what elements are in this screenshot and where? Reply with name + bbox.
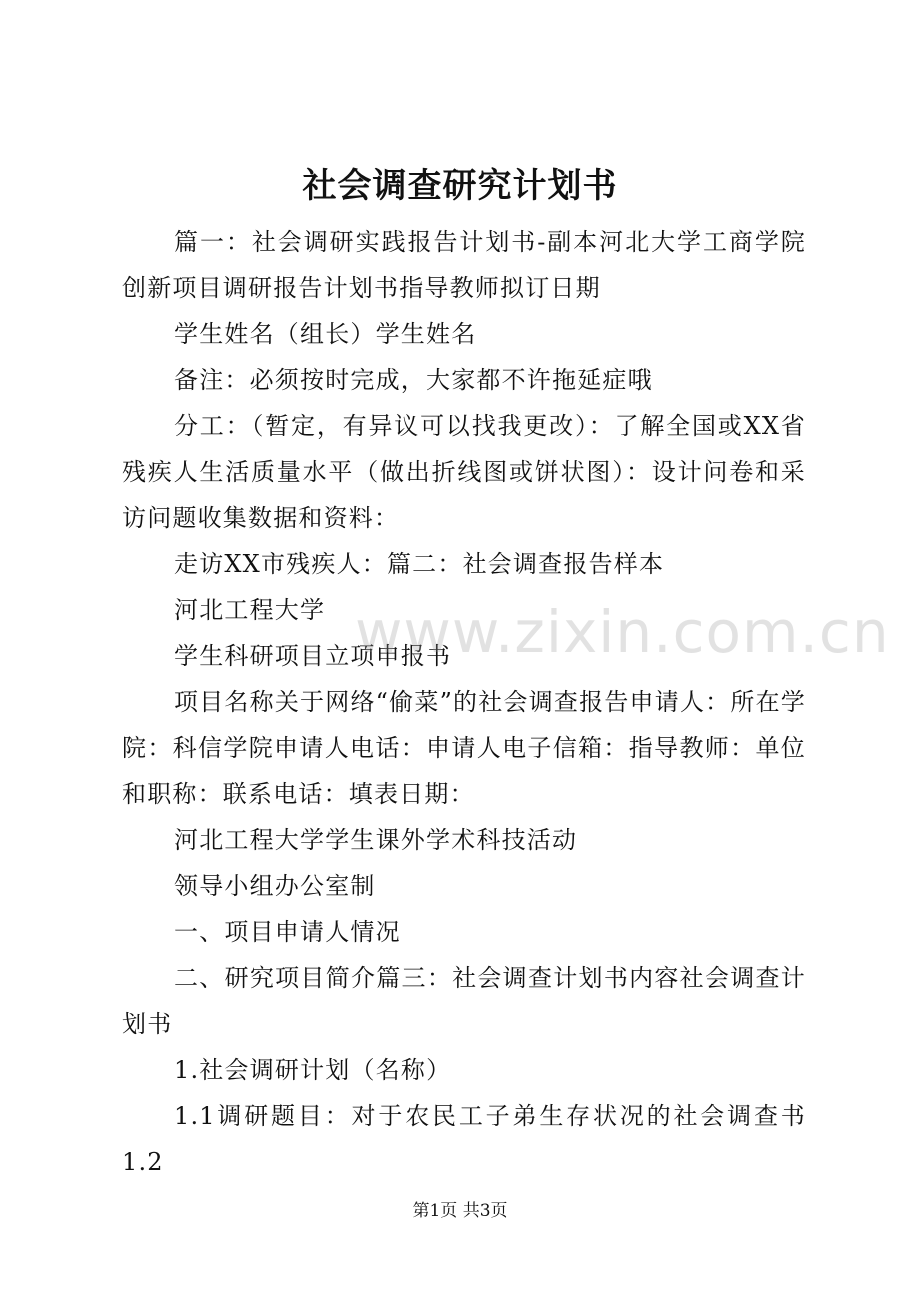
document-title: 社会调查研究计划书 (302, 166, 618, 206)
paragraph: 领导小组办公室制 (174, 872, 376, 900)
paragraph: 走访XX市残疾人：篇二：社会调查报告样本 (174, 550, 665, 578)
paragraph: 一、项目申请人情况 (174, 918, 401, 946)
paragraph: 学生科研项目立项申报书 (174, 642, 452, 670)
document-body (122, 219, 806, 1185)
paragraph: 篇一：社会调研实践报告计划书-副本河北大学工商学院创新项目调研报告计划书指导教师拟订日期 (122, 228, 806, 302)
paragraph: 项目名称关于网络“偷菜”的社会调查报告申请人：所在学院：科信学院申请人电话：申请人电子信箱：指导教师：单位和职称：联系电话：填表日期： (122, 688, 806, 808)
paragraph: 二、研究项目简介篇三：社会调查计划书内容社会调查计划书 (122, 964, 806, 1038)
watermark: www.zixin.com.cn (355, 598, 890, 666)
paragraph: 1.1调研题目：对于农民工子弟生存状况的社会调查书1.2 (122, 1102, 806, 1176)
paragraph: 河北工程大学学生课外学术科技活动 (174, 826, 578, 854)
paragraph: 备注：必须按时完成，大家都不许拖延症哦 (174, 366, 653, 394)
paragraph: 河北工程大学 (174, 596, 326, 624)
paragraph: 学生姓名（组长）学生姓名 (174, 320, 477, 348)
paragraph: 分工：（暂定，有异议可以找我更改）：了解全国或XX省残疾人生活质量水平（做出折线图或饼状图）：设计问卷和采访问题收集数据和资料： (122, 412, 806, 532)
paragraph: 1.社会调研计划（名称） (174, 1056, 452, 1084)
page-footer: 第1页 共3页 (412, 1201, 508, 1221)
